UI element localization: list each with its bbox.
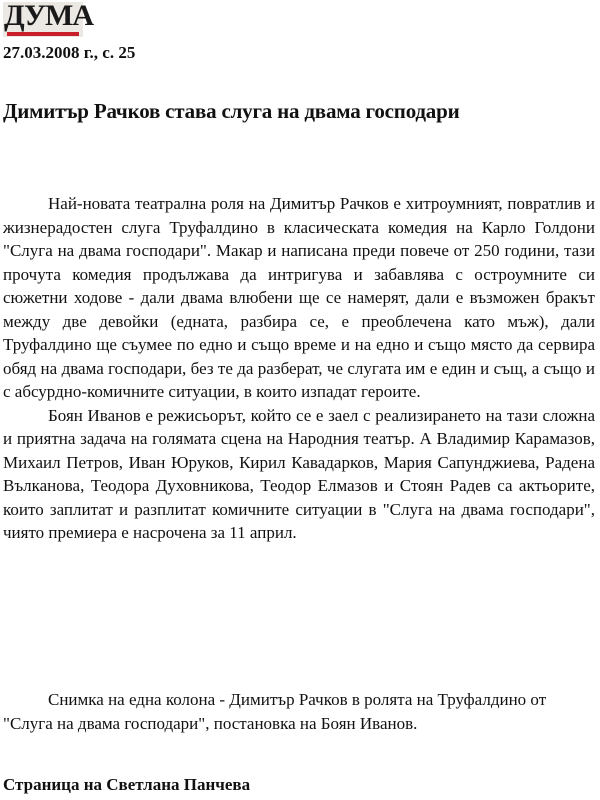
newspaper-logo xyxy=(3,0,94,37)
article-headline: Димитър Рачков става слуга на двама господари xyxy=(3,99,460,123)
article-paragraph: Най-новата театрална роля на Димитър Рачков е хитроумният, повратлив и жизнерадостен слуга Труфалдино в класическата комедия на Карло Голдони "Слуга на двама господари". Макар и написана преди повече от 250 години, тази прочута комедия продължава да интригува и забавлява с остроумните си сюжетни ходове - дали двама влюбени ще се намерят, дали е възможен бракът между две девойки (едната, разбира се, е преоблечена като мъж), дали Труфалдино ще съумее по едно и също време и на едно и също място да сервира обяд на двама господари, без те да разберат, че слугата им е един и същ, а също и с абсурдно-комичните ситуации, в които изпадат героите. xyxy=(3,194,595,401)
article-paragraph: Боян Иванов е режисьорът, който се е заел с реализирането на тази сложна и приятна задача на голямата сцена на Народния театър. А Владимир Карамазов, Михаил Петров, Иван Юруков, Кирил Кавадарков, Мария Сапунджиева, Радена Вълканова, Теодора Духовникова, Теодор Елмазов и Стоян Радев са актьорите, които заплитат и разплитат комичните ситуации в "Слуга на двама господари", чиято премиера е насрочена за 11 април. xyxy=(3,405,595,542)
dateline: 27.03.2008 г., с. 25 xyxy=(3,43,136,62)
article-body xyxy=(3,192,595,545)
logo-text: ДУМА xyxy=(4,0,94,32)
page-byline: Страница на Светлана Панчева xyxy=(3,775,251,794)
photo-caption-text: Снимка на една колона - Димитър Рачков в ролята на Труфалдино от "Слуга на двама господари", постановка на Боян Иванов. xyxy=(3,690,547,733)
photo-caption xyxy=(3,688,595,735)
logo-red-bar xyxy=(7,32,79,36)
